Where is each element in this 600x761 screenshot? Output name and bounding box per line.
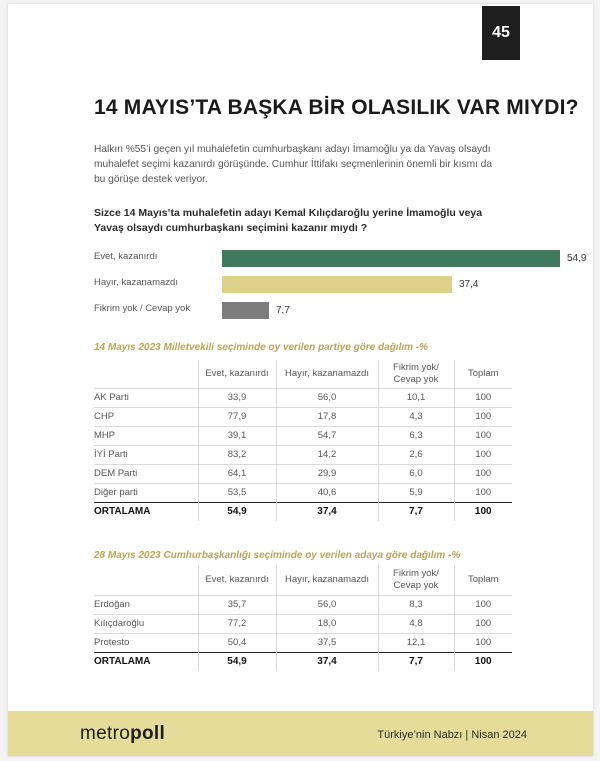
row-label: Kılıçdaroğlu: [94, 614, 198, 633]
table-cell: 35,7: [198, 595, 276, 614]
table-cell: 2,6: [378, 445, 454, 464]
table-row: [94, 483, 512, 502]
table-cell: 33,9: [198, 388, 276, 407]
page-number: 45: [482, 6, 520, 60]
table-cell: 8,3: [378, 595, 454, 614]
footer-publication: Türkiye’nin Nabzı | Nisan 2024: [377, 729, 527, 741]
row-label: Protesto: [94, 633, 198, 652]
average-cell: 7,7: [378, 502, 454, 521]
average-cell: 54,9: [198, 502, 276, 521]
average-label: ORTALAMA: [94, 502, 198, 521]
table-cell: 100: [454, 595, 512, 614]
table-cell: 37,5: [276, 633, 378, 652]
table-cell: 56,0: [276, 595, 378, 614]
table-cell: 100: [454, 614, 512, 633]
table-row: [94, 407, 512, 426]
table-cell: 4,8: [378, 614, 454, 633]
table-cell: 40,6: [276, 483, 378, 502]
row-label: CHP: [94, 407, 198, 426]
table-cell: 100: [454, 464, 512, 483]
row-label: AK Parti: [94, 388, 198, 407]
average-cell: 37,4: [276, 502, 378, 521]
table-row: [94, 464, 512, 483]
average-row: [94, 652, 512, 671]
bar: [222, 276, 452, 293]
row-label: DEM Parti: [94, 464, 198, 483]
table-cell: 6,3: [378, 426, 454, 445]
table-cell: 18,0: [276, 614, 378, 633]
bar: [222, 250, 560, 267]
average-cell: 54,9: [198, 652, 276, 671]
table-cell: 17,8: [276, 407, 378, 426]
average-label: ORTALAMA: [94, 652, 198, 671]
bar-value-label: 37,4: [459, 279, 479, 290]
bar-category-label: Hayır, kazanamazdı: [94, 277, 178, 288]
party-distribution-table: [94, 360, 512, 521]
column-header: Hayır, kazanamazdı: [276, 565, 378, 595]
table-row: [94, 595, 512, 614]
average-row: [94, 502, 512, 521]
table-cell: 54,7: [276, 426, 378, 445]
table-cell: 100: [454, 426, 512, 445]
table-cell: 83,2: [198, 445, 276, 464]
row-label: Erdoğan: [94, 595, 198, 614]
table2-title: 28 Mayıs 2023 Cumhurbaşkanlığı seçiminde oy verilen adaya göre dağılım -%: [94, 550, 461, 561]
column-header: Evet, kazanırdı: [198, 565, 276, 595]
bar: [222, 302, 269, 319]
table-cell: 100: [454, 407, 512, 426]
column-header: [94, 360, 198, 388]
table-cell: 64,1: [198, 464, 276, 483]
table-row: [94, 388, 512, 407]
intro-paragraph: Halkın %55’i geçen yıl muhalefetin cumhurbaşkanı adayı İmamoğlu ya da Yavaş olsaydı muhalefet seçimi kazanırdı görüşünde. Cumhur İttifakı seçmenlerinin önemli bir kısmı da bu görüşe destek veriyor.: [94, 144, 493, 185]
table-cell: 4,3: [378, 407, 454, 426]
table-cell: 6,0: [378, 464, 454, 483]
table-cell: 77,2: [198, 614, 276, 633]
average-cell: 7,7: [378, 652, 454, 671]
table-cell: 5,9: [378, 483, 454, 502]
table-cell: 53,5: [198, 483, 276, 502]
table-cell: 10,1: [378, 388, 454, 407]
column-header: Fikrim yok/ Cevap yok: [378, 565, 454, 595]
table-cell: 29,9: [276, 464, 378, 483]
metropoll-logo: metropoll: [80, 723, 166, 744]
average-cell: 100: [454, 502, 512, 521]
table-row: [94, 426, 512, 445]
table-cell: 56,0: [276, 388, 378, 407]
column-header: Fikrim yok/ Cevap yok: [378, 360, 454, 388]
table-cell: 100: [454, 483, 512, 502]
bar-value-label: 7,7: [276, 305, 290, 316]
row-label: Diğer parti: [94, 483, 198, 502]
table1-title: 14 Mayıs 2023 Milletvekili seçiminde oy verilen partiye göre dağılım -%: [94, 342, 429, 353]
table-row: [94, 633, 512, 652]
table-cell: 100: [454, 445, 512, 464]
table-cell: 100: [454, 633, 512, 652]
row-label: İYİ Parti: [94, 445, 198, 464]
column-header: Toplam: [454, 360, 512, 388]
column-header: [94, 565, 198, 595]
table-cell: 14,2: [276, 445, 378, 464]
page-title: 14 MAYIS’TA BAŞKA BİR OLASILIK VAR MIYDI?: [94, 96, 579, 119]
column-header: Hayır, kazanamazdı: [276, 360, 378, 388]
table-cell: 100: [454, 388, 512, 407]
bar-value-label: 54,9: [567, 253, 587, 264]
bar-category-label: Evet, kazanırdı: [94, 251, 158, 262]
table-cell: 77,9: [198, 407, 276, 426]
column-header: Evet, kazanırdı: [198, 360, 276, 388]
row-label: MHP: [94, 426, 198, 445]
footer-band: [8, 711, 593, 756]
report-page: [8, 4, 593, 756]
bar-category-label: Fikrim yok / Cevap yok: [94, 303, 191, 314]
survey-question: Sizce 14 Mayıs’ta muhalefetin adayı Kemal Kılıçdaroğlu yerine İmamoğlu veya Yavaş olsaydı cumhurbaşkanı seçimini kazanır mıydı ?: [94, 207, 483, 234]
average-cell: 37,4: [276, 652, 378, 671]
average-cell: 100: [454, 652, 512, 671]
table-cell: 39,1: [198, 426, 276, 445]
table-cell: 50,4: [198, 633, 276, 652]
column-header: Toplam: [454, 565, 512, 595]
table-cell: 12,1: [378, 633, 454, 652]
table-row: [94, 614, 512, 633]
candidate-distribution-table: [94, 565, 512, 671]
table-row: [94, 445, 512, 464]
